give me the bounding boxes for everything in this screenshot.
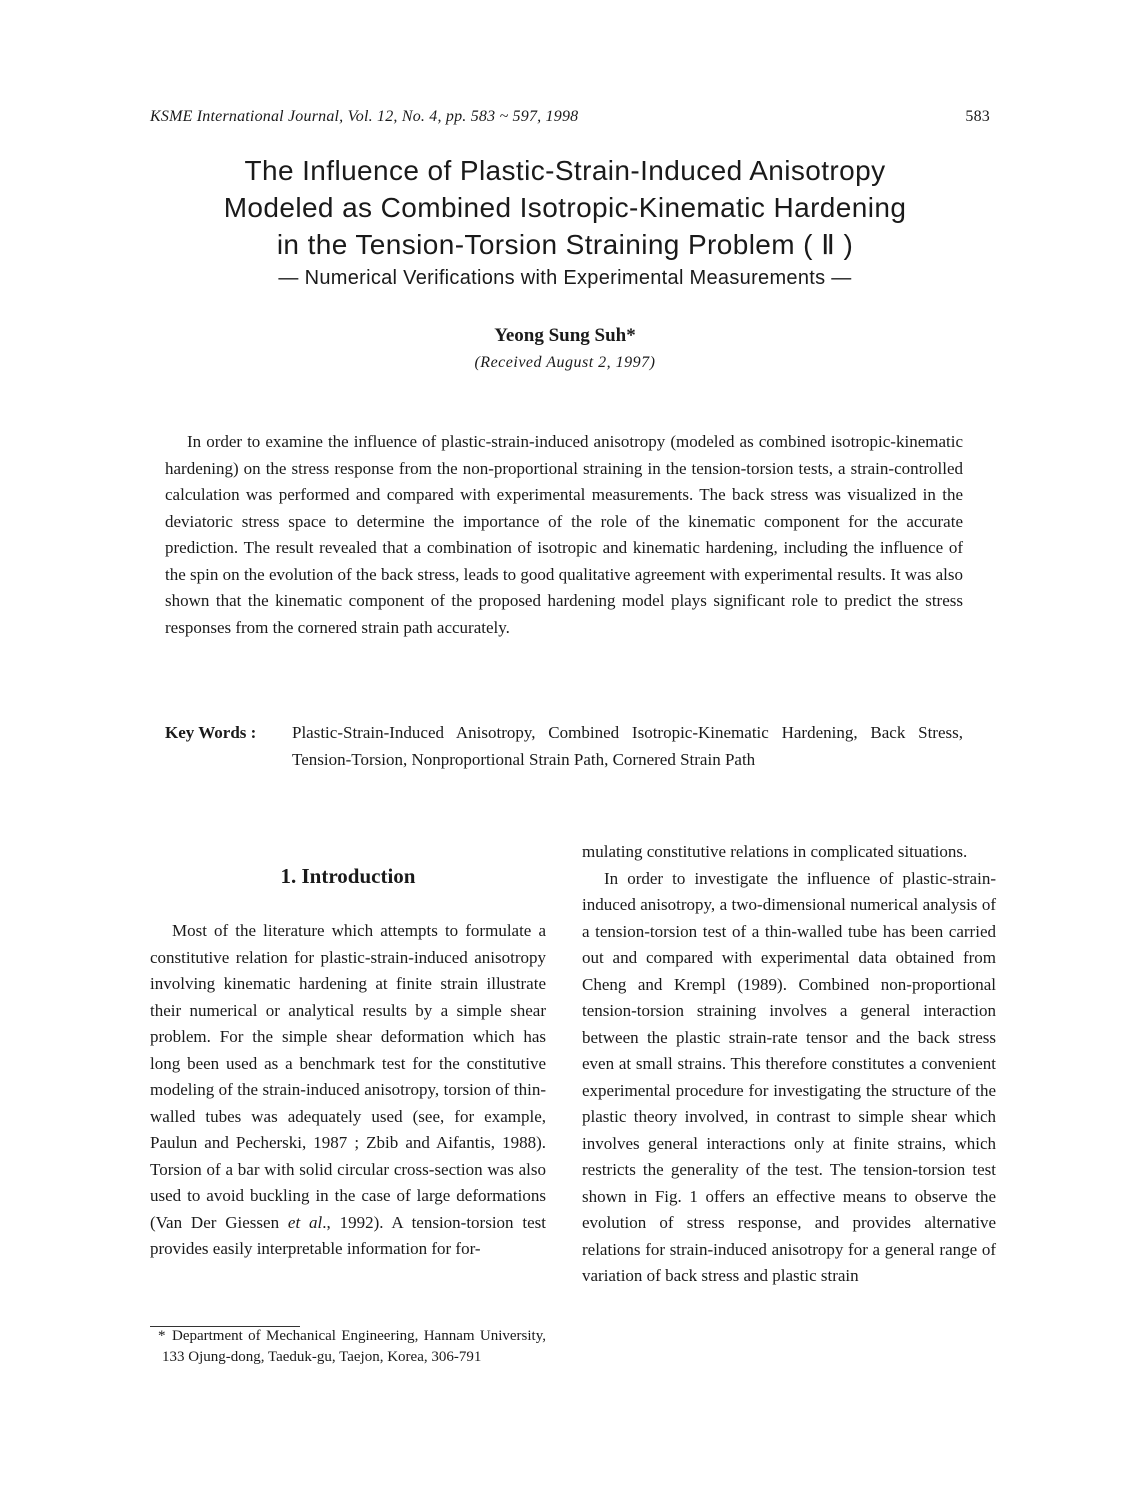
intro-p1-text-b: ., 1992). A tension-torsion test provides easily interpretable information for for- — [150, 1212, 546, 1258]
title-line-1: The Influence of Plastic-Strain-Induced Anisotropy — [244, 155, 886, 186]
abstract — [165, 429, 963, 641]
intro-p1-text-a: Most of the literature which attempts to formulate a constitutive relation for plastic-strain-induced anisotropy involving kinematic hardening at finite strain illustrate their numerical or analytical results by a simple shear problem. For the simple shear deformation which has long been used as a benchmark test for the constitutive modeling of the strain-induced anisotropy, torsion of thin-walled tubes was adequately used (see, for example, Paulun and Pecherski, 1987 ; Zbib and Aifantis, 1988). Torsion of a bar with solid circular cross-section was also used to avoid buckling in the case of large deformations (Van Der Giessen — [150, 921, 546, 1232]
intro-p1-italic: et al — [287, 1212, 323, 1232]
abstract-text: In order to examine the influence of plastic-strain-induced anisotropy (modeled as combined isotropic-kinematic hardening) on the stress response from the non-proportional straining in the tension-torsion tests, a strain-controlled calculation was performed and compared with experimental measurements. The back stress was visualized in the deviatoric stress space to determine the importance of the role of the kinematic component for the accurate prediction. The result revealed that a combination of isotropic and kinematic hardening, including the influence of the spin on the evolution of the back stress, leads to good qualitative agreement with experimental results. It was also shown that the kinematic component of the proposed hardening model plays significant role to predict the stress responses from the cornered strain path accurately. — [165, 432, 963, 637]
footnote-mark: * — [158, 1328, 166, 1344]
keywords-text: Plastic-Strain-Induced Anisotropy, Combined Isotropic-Kinematic Hardening, Back Stress, Tension-Torsion, Nonproportional Strain Path, Cornered Strain Path — [292, 723, 963, 769]
left-column — [150, 918, 546, 1263]
keywords-label: Key Words : — [165, 723, 257, 742]
intro-paragraph-1 — [150, 918, 546, 1263]
right-column — [582, 839, 996, 1290]
title-line-3: in the Tension-Torsion Straining Problem ( Ⅱ ) — [276, 229, 854, 260]
intro-paragraph-2: In order to investigate the influence of plastic-strain-induced anisotropy, a two-dimensional numerical analysis of a tension-torsion test of a thin-walled tube has been carried out and compared with experimental data obtained from Cheng and Krempl (1989). Combined non-proportional tension-torsion straining involves a general interaction between the plastic strain-rate tensor and the back stress even at small strains. This therefore constitutes a convenient experimental procedure for investigating the structure of the plastic theory involved, in contrast to simple shear which involves general interactions only at finite strains, which restricts the generality of the test. The tension-torsion test shown in Fig. 1 offers an effective means to observe the evolution of stress response, and provides alternative relations for strain-induced anisotropy for a general range of variation of back stress and plastic strain — [582, 868, 996, 1285]
footnote-text: Department of Mechanical Engineering, Hannam University, 133 Ojung-dong, Taeduk-gu, Taejon, Korea, 306-791 — [162, 1328, 546, 1365]
paper-subtitle: — Numerical Verifications with Experimental Measurements — — [278, 267, 852, 289]
author-affiliation-footnote — [150, 1326, 546, 1367]
keywords — [165, 720, 963, 773]
intro-paragraph-1-continued: mulating constitutive relations in complicated situations. — [582, 842, 968, 861]
journal-citation: KSME International Journal, Vol. 12, No. 4, pp. 583 ~ 597, 1998 — [150, 108, 579, 125]
page-number: 583 — [965, 108, 990, 125]
section-heading-introduction: 1. Introduction — [280, 864, 416, 888]
received-date: (Received August 2, 1997) — [474, 354, 656, 371]
running-header — [150, 108, 990, 132]
title-line-2: Modeled as Combined Isotropic-Kinematic Hardening — [223, 192, 907, 223]
paper-title — [150, 152, 980, 293]
author-name: Yeong Sung Suh* — [494, 325, 636, 346]
